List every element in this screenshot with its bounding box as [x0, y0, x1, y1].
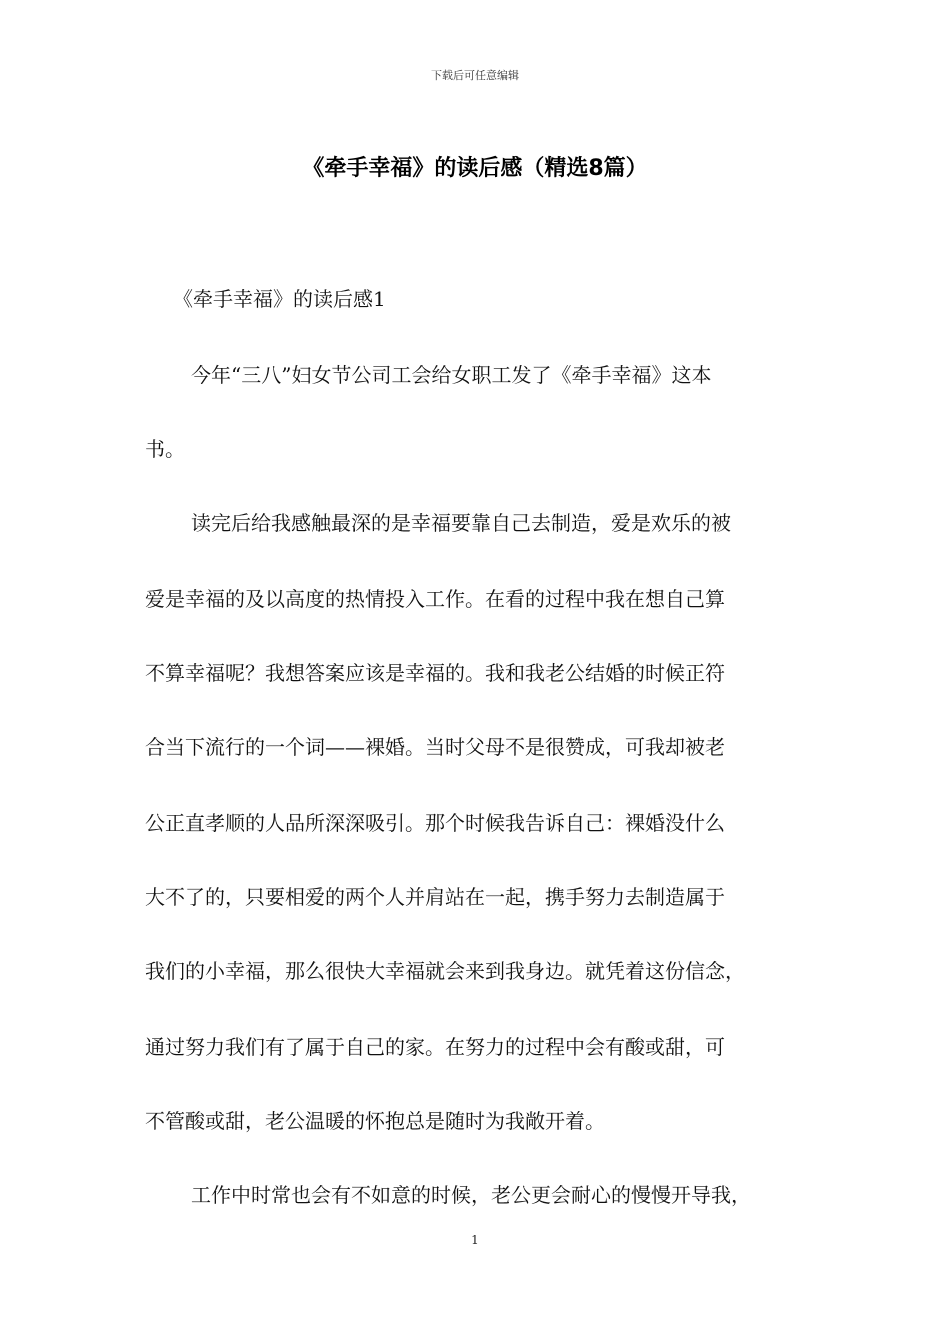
- paragraph-line: 工作中时常也会有不如意的时候，老公更会耐心的慢慢开导我，: [191, 1183, 751, 1207]
- paragraph-line: 公正直孝顺的人品所深深吸引。那个时候我告诉自己：裸婚没什么: [145, 811, 725, 835]
- paragraph-line: 不算幸福呢？我想答案应该是幸福的。我和我老公结婚的时候正符: [145, 661, 725, 685]
- paragraph-line: 不管酸或甜，老公温暖的怀抱总是随时为我敞开着。: [145, 1109, 605, 1133]
- header-note: 下载后可任意编辑: [431, 69, 519, 82]
- paragraph-line: 读完后给我感触最深的是幸福要靠自己去制造，爱是欢乐的被: [191, 511, 731, 535]
- paragraph-line: 今年“三八”妇女节公司工会给女职工发了《牵手幸福》这本: [191, 363, 712, 387]
- paragraph-line: 书。: [145, 437, 185, 461]
- paragraph-line: 爱是幸福的及以高度的热情投入工作。在看的过程中我在想自己算: [145, 587, 725, 611]
- paragraph-line: 合当下流行的一个词——裸婚。当时父母不是很赞成，可我却被老: [145, 735, 725, 759]
- page-number: 1: [471, 1233, 479, 1247]
- paragraph-line: 通过努力我们有了属于自己的家。在努力的过程中会有酸或甜，可: [145, 1035, 725, 1059]
- section-heading: 《牵手幸福》的读后感1: [173, 287, 386, 311]
- paragraph-line: 大不了的，只要相爱的两个人并肩站在一起，携手努力去制造属于: [145, 885, 725, 909]
- paragraph-line: 我们的小幸福，那么很快大幸福就会来到我身边。就凭着这份信念，: [145, 959, 745, 983]
- document-title: 《牵手幸福》的读后感（精选8篇）: [302, 156, 648, 181]
